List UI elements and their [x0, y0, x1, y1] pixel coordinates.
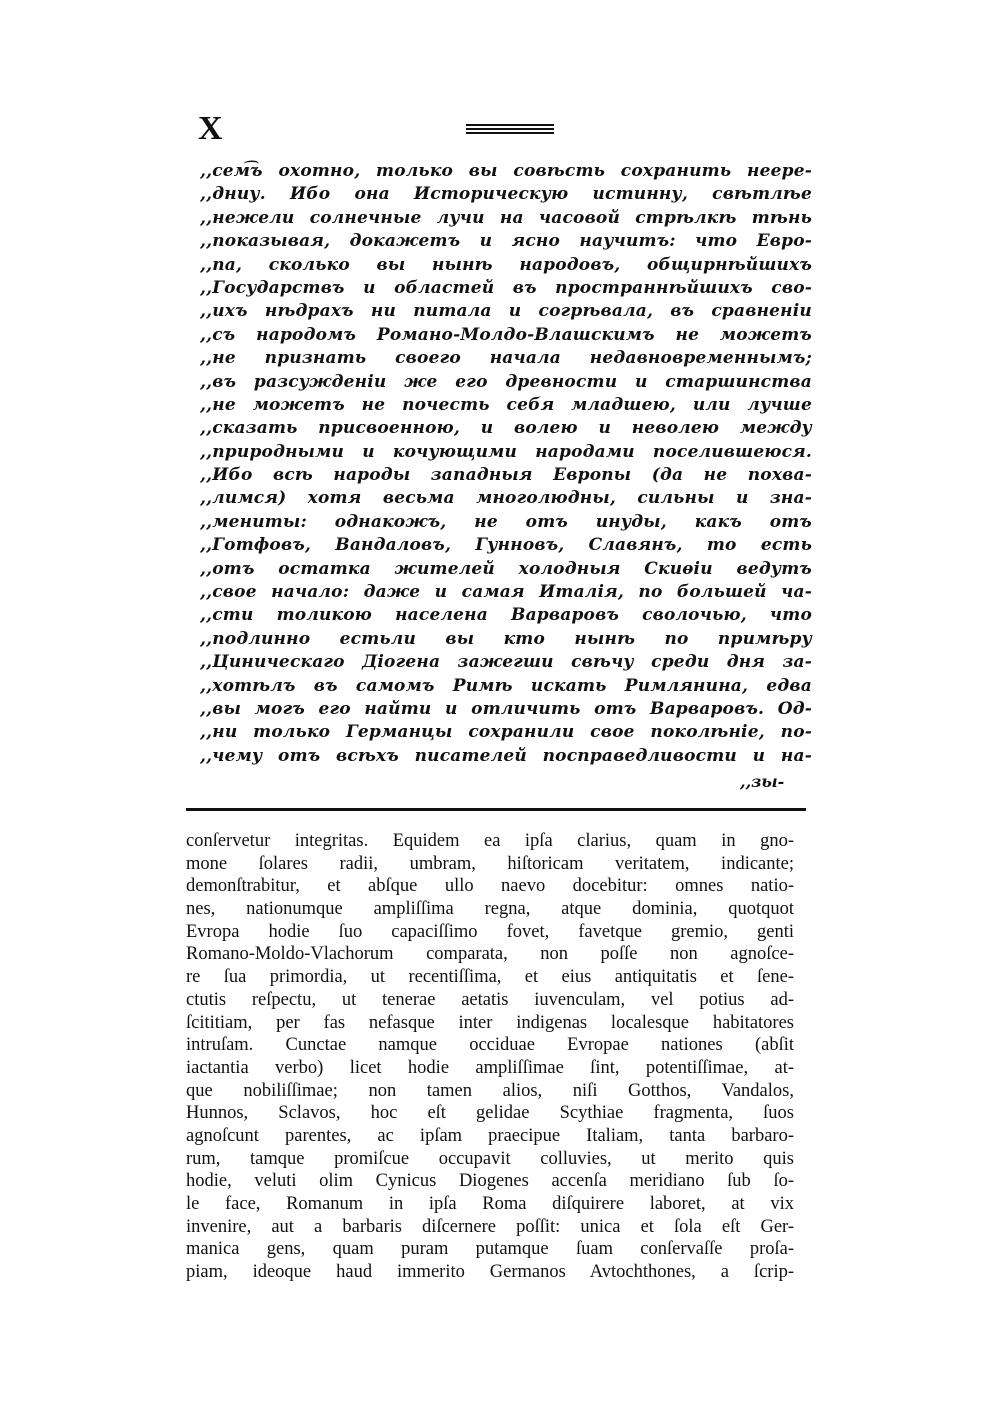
russian-text-line: ,,ихъ нѣдрахъ ни питала и согрѣвала, въ сравненiи — [200, 301, 812, 322]
catchword: ,,зы- — [740, 772, 785, 791]
russian-text-line: ,,дниу. Ибо она Историческую истинну, свѣтлѣе — [200, 184, 812, 205]
russian-text-line: ,,сти толикою населена Варваровъ сволочью, что — [200, 605, 812, 626]
latin-text-line: mone ſolares radii, umbram, hiſtoricam veritatem, indicante; — [186, 853, 794, 874]
russian-text-line: ,,ни только Германцы сохранили свое поколѣнiе, по- — [200, 722, 812, 743]
header-rule — [466, 124, 554, 134]
russian-text-line: ,,подлинно естьли вы кто нынѣ по примѣру — [200, 628, 812, 649]
latin-text-line: demonſtrabitur, et abſque ullo naevo docebitur: omnes natio- — [186, 876, 794, 897]
section-divider — [186, 808, 806, 811]
latin-text-line: nes, nationumque ampliſſima regna, atque dominia, quotquot — [186, 899, 794, 920]
russian-text-line: ,,Государствъ и областей въ пространнѣйшихъ сво- — [200, 277, 812, 298]
latin-text-line: ſcititiam, per fas nefasque inter indigenas localesque habitatores — [186, 1012, 794, 1033]
russian-text-line: ,,отъ остатка жителей холодныя Скиѳiи ведутъ — [200, 558, 812, 579]
russian-text-line: ,,па, сколько вы нынѣ народовъ, общирнѣйшихъ — [200, 254, 812, 275]
russian-text-line: ,,не можетъ не почесть себя младшею, или лучше — [200, 394, 812, 415]
russian-text-line: ,,Ибо всѣ народы западныя Европы (да не похва- — [200, 465, 812, 486]
russian-text-line: ,,показывая, докажетъ и ясно научитъ: что Евро- — [200, 231, 812, 252]
russian-text-line: ,,хотѣлъ въ самомъ Римѣ искать Римлянина, едва — [200, 675, 812, 696]
latin-text-line: que nobiliſſimae; non tamen alios, niſi Gotthos, Vandalos, — [186, 1080, 794, 1101]
russian-text-line: ,,свое начало: даже и самая Италiя, по большей ча- — [200, 582, 812, 603]
russian-text-line: ,,мениты: однакожъ, не отъ инуды, какъ отъ — [200, 511, 812, 532]
latin-text-line: agnoſcunt parentes, ac ipſam praecipue Italiam, tanta barbaro- — [186, 1125, 794, 1146]
latin-text-line: Evropa hodie ſuo capaciſſimo fovet, favetque gremio, genti — [186, 921, 794, 942]
latin-text-line: rum, tamque promiſcue occupavit colluvies, ut merito quis — [186, 1148, 794, 1169]
russian-text-line: ,,Готфовъ, Вандаловъ, Гунновъ, Славянъ, то есть — [200, 535, 812, 556]
latin-text-line: manica gens, quam puram putamque ſuam conſervaſſe proſa- — [186, 1239, 794, 1260]
russian-text-line: ,,природными и кочующими народами поселившеюся. — [200, 441, 812, 462]
latin-text-line: piam, ideoque haud immerito Germanos Avtochthones, a ſcrip- — [186, 1262, 794, 1283]
latin-text-line: invenire, aut a barbaris diſcernere poſſit: unica et ſola eſt Ger- — [186, 1216, 794, 1237]
russian-text-line: ,,съ народомъ Романо-Молдо-Влашскимъ не можетъ — [200, 324, 812, 345]
latin-text-line: le face, Romanum in ipſa Roma diſquirere laboret, at vix — [186, 1194, 794, 1214]
russian-text-line: ,,Циническаго Дiогена зажегши свѣчу среди дня за- — [200, 652, 812, 673]
latin-text-line: intruſam. Cunctae namque occiduae Evropae nationes (abſit — [186, 1035, 794, 1056]
russian-text-line: ,,сказать присвоенною, и волею и неволею между — [200, 418, 812, 439]
russian-text-line: ,,вы могъ его найти и отличить отъ Варваровъ. Од- — [200, 698, 812, 719]
page-number: X — [198, 110, 223, 147]
russian-text-block — [200, 160, 812, 768]
russian-text-line: ,,сем͡ъ охотно, только вы совѣсть сохранить неере- — [200, 161, 812, 181]
latin-text-line: ctutis reſpectu, ut tenerae aetatis iuvenculam, vel potius ad- — [186, 989, 794, 1010]
russian-text-line: ,,не признать своего начала недавновременнымъ; — [200, 348, 812, 369]
russian-text-line: ,,нежели солнечные лучи на часовой стрѣлкѣ тѣнь — [200, 207, 812, 228]
latin-text-line: re ſua primordia, ut recentiſſima, et eius antiquitatis et ſene- — [186, 967, 794, 988]
russian-text-line: ,,въ разсужденiи же его древности и старшинства — [200, 371, 812, 392]
latin-text-line: Hunnos, Sclavos, hoc eſt gelidae Scythiae fragmenta, ſuos — [186, 1103, 794, 1124]
latin-text-line: conſervetur integritas. Equidem ea ipſa clarius, quam in gno- — [186, 831, 794, 851]
russian-text-line: ,,лимся) хотя весьма многолюдны, сильны и зна- — [200, 488, 812, 509]
latin-text-block — [186, 830, 794, 1284]
latin-text-line: Romano-Moldo-Vlachorum comparata, non poſſe non agnoſce- — [186, 944, 794, 965]
russian-text-line: ,,чему отъ всѣхъ писателей посправедливости и на- — [200, 745, 812, 766]
latin-text-line: iactantia verbo) licet hodie ampliſſimae ſint, potentiſſimae, at- — [186, 1057, 794, 1078]
latin-text-line: hodie, veluti olim Cynicus Diogenes accenſa meridiano ſub ſo- — [186, 1171, 794, 1192]
